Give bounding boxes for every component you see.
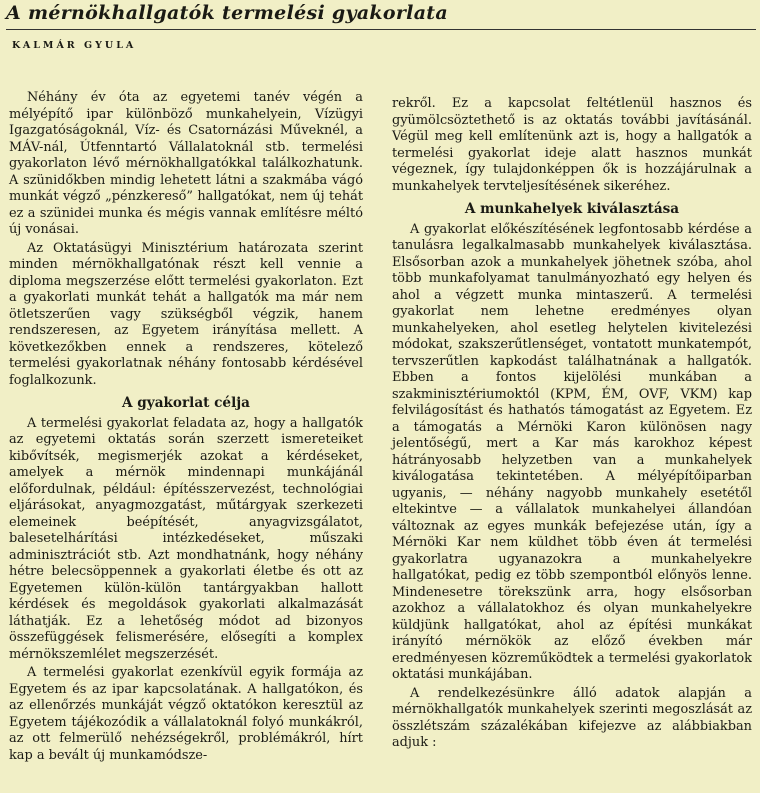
paragraph-continuation: rekről. Ez a kapcsolat feltétlenül hasznos és gyümölcsöztethető is az oktatás további javításánál. Végül meg kell említenünk azt is, hogy a hallgatók a termelési gyakorlat ideje alatt hasznos munkát végeznek, így tulajdonképpen ők is hozzájárulnak a munkahelyek tervteljesítésének sikeréhez. <box>392 96 752 194</box>
article-title: A mérnökhallgatók termelési gyakorlata <box>6 2 448 24</box>
heading-purpose: A gyakorlat célja <box>122 395 250 411</box>
paragraph-industry-link: A termelési gyakorlat ezenkívül egyik formája az Egyetem és az ipar kapcsolatának. A hallgatókon, és az ellenőrzés munkáját végző oktatókon keresztül az Egyetem tájékozódik a vállalatoknál folyó munkákról, az ott felmerülő nehézségekről, problémákról, hírt kap a bevált új munkamódsze- <box>9 665 363 763</box>
paragraph-ministry: Az Oktatásügyi Minisztérium határozata szerint minden mérnökhallgatónak részt kell vennie a diploma megszerzése előtt termelési gyakorlaton. Ezt a gyakorlati munkát tehát a hallgatók ma már nem ötletszerűen vagy szükségből végzik, hanem rendszeresen, az Egyetem irányítása mellett. A következőkben ennek a rendszeres, kötelező termelési gyakorlatnak néhány fontosabb kérdésével foglalkozunk. <box>9 240 363 388</box>
paragraph-intro: Néhány év óta az egyetemi tanév végén a mélyépítő ipar különböző munkahelyein, Vízügyi Igazgatóságoknál, Víz- és Csatornázási Műveknél, a MÁV-nál, Útfenntartó Vállalatoknál stb. termelési gyakorlaton lévő mérnökhallgatókkal találkozhatunk. A szünidőkben mindig lehetett látni a szakmába vágó munkát végző „pénzkereső” hallgatókat, nem új tehát ez a szünidei munka és mégis vannak említésre méltó új vonásai. <box>9 90 363 237</box>
paragraph-selection: A gyakorlat előkészítésének legfontosabb kérdése a tanulásra legalkalmasabb munkahelyek kiválasztása. Elsősorban azok a munkahelyek jöhetnek szóba, ahol több munkafolyamat tanulmányozható egy helyen és ahol a végzett munka mintaszerű. A termelési gyakorlat nem lehetne eredményes olyan munkahelyeken, ahol esetleg helytelen kivitelezési módokat, szakszerűtlenséget, vontatott munkatempót, tervszerűtlen kapkodást találhatnának a hallgatók. Ebben a fontos kijelölési munkában a szakminisztériumoktól (KPM, ÉM, OVF, VKM) kap felvilágosítást és hathatós támogatást az Egyetem. Ez a támogatás a Mérnöki Karon különösen nagy jelentőségű, mert a Kar más karokhoz képest hátrányosabb helyzetben van a munkahelyek kiválogatása tekintetében. A mélyépítőiparban ugyanis, — néhány nagyobb munkahely esetétől eltekintve — a vállalatok munkahelyei állandóan változnak az egyes munkák befejezése után, így a Mérnöki Kar nem küldhet több éven át termelési gyakorlatra ugyanazokra a munkahelyekre hallgatókat, pedig ez több szempontból előnyös lenne. Mindenesetre törekszünk arra, hogy elsősorban azokhoz a vállalatokhoz és olyan munkahelyekre küldjünk hallgatókat, ahol az építési munkákat irányító mérnökök az előző években már eredményesen közreműködtek a termelési gyakorlatok oktatási munkájában. <box>392 221 752 682</box>
heading-workplace-selection: A munkahelyek kiválasztása <box>464 201 680 217</box>
paragraph-data-intro: A rendelkezésünkre álló adatok alapján a mérnökhallgatók munkahelyek szerinti megoszlását az összlétszám százalékában kifejezve az alábbiakban adjuk : <box>392 685 752 750</box>
paragraph-purpose: A termelési gyakorlat feladata az, hogy a hallgatók az egyetemi oktatás során szerzett ismereteiket kibővítsék, megismerjék azokat a kérdéseket, amelyek a mérnök mindennapi munkájánál előfordulnak, például: építésszervezést, technológiai eljárásokat, anyagmozgatást, műtárgyak szerkezeti elemeinek beépítését, anyagvizsgálatot, balesetelhárítási intézkedéseket, műszaki adminisztrációt stb. Azt mondhatnánk, hogy néhány hétre belecsöppennek a gyakorlati életbe és ott az Egyetemen külön-külön tantárgyakban hallott kérdések és megoldások gyakorlati alkalmazását láthatják. Ez a lehetőség módot ad bizonyos összefüggések felismerésére, elősegíti a komplex mérnökszemlélet megszerzését. <box>9 415 363 662</box>
left-column <box>9 90 363 766</box>
right-column <box>392 96 752 754</box>
title-rule <box>6 29 756 30</box>
author-name: KALMÁR GYULA <box>12 40 137 51</box>
